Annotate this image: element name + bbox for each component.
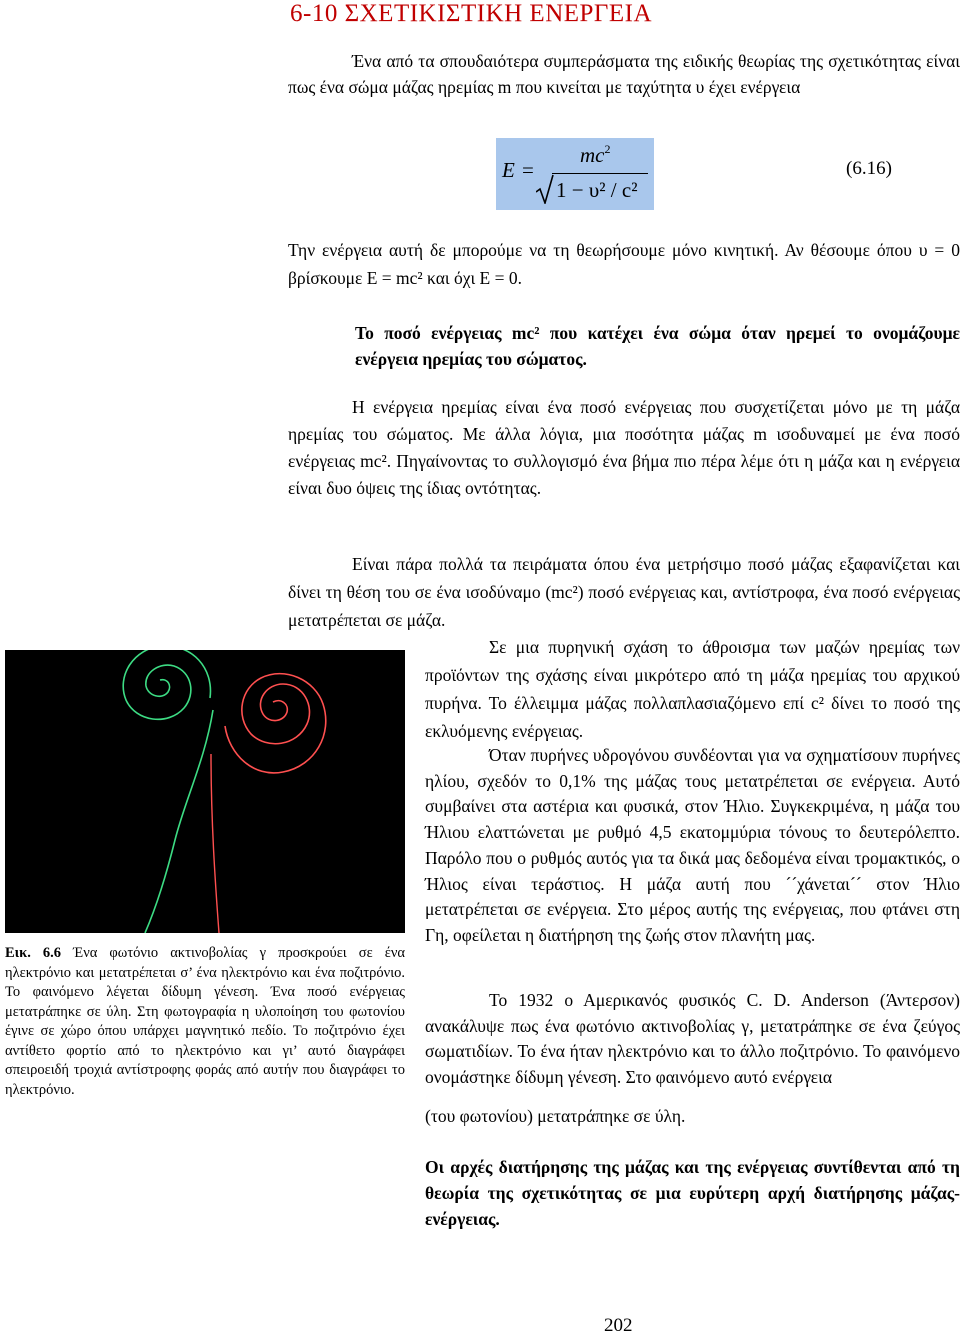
sqrt-sign-icon [536, 174, 554, 204]
figure-caption-text: Ένα φωτόνιο ακτινοβολίας γ προσκρούει σε ένα ηλεκτρόνιο και μετατρέπεται σ’ ένα ηλεκτρόνιο και ένα ποζιτρόνιο. Το φαινόμενο λέγεται δίδυμη γένεση. Ένα ποσό ενέργειας μετατράπηκε σε ύλη. Στη φωτογραφία η υλοποίηση του φωτονίου έγινε σε χώρο όπου υπάρχει μαγνητικό πεδίο. Το ποζιτρόνιο έχει αντίθετο φορτίο από το ηλεκτρόνιο και γι’ αυτό διαγράφει σπειροειδή τροχιά αντίστροφης φοράς από αυτήν που διαγράφει το ηλεκτρόνιο. [5, 945, 406, 1098]
intro-paragraph: Ένα από τα σπουδαιότερα συμπεράσματα της ειδικής θεωρίας της σχετικότητας είναι πως ένα σώμα μάζας ηρεμίας m που κινείται με ταχύτητα υ έχει ενέργεια [288, 51, 960, 97]
nuclear-paragraph: Σε μια πυρηνική σχάση το άθροισμα των μαζών ηρεμίας των προϊόντων της σχάσης είναι μικρότερο από τη μάζα ηρεμίας του αρχικού πυρήνα. Το έλλειμμα μάζας πολλαπλασιαζόμενο επί c² δίνει το ποσό της εκλυόμενης ενέργειας. [425, 637, 960, 741]
formula-equals: = [522, 158, 534, 182]
conservation-principle: Οι αρχές διατήρησης της μάζας και της ενέργειας συντίθενται από τη θεωρία της σχετικότητας σε μια ευρύτερη αρχή διατήρησης μάζας-ενέργειας. [425, 1157, 960, 1229]
page-number: 202 [604, 1315, 633, 1336]
figure-label: Εικ. 6.6 [5, 945, 62, 961]
pair-production-photo [5, 650, 405, 933]
sun-paragraph: Όταν πυρήνες υδρογόνου συνδέονται για να σχηματίσουν πυρήνες ηλίου, σχεδόν το 0,1% της μάζας τους μετατρέπεται σε ενέργεια. Αυτό συμβαίνει στα αστέρια και φυσικά, στον Ήλιο. Συγκεκριμένα, η μάζα του Ήλιου ελαττώνεται με ρυθμό 4,5 εκατομμύρια τόνους το δευτερόλεπτο. Παρόλο που ο ρυθμός αυτός για τα δικά μας δεδομένα είναι τρομακτικός, ο Ήλιος είναι τεράστιος. Η μάζα αυτή που ´´χάνεται´´ στον Ήλιο μετατρέπεται σε ενέργεια. Στο μέρος αυτής της ενέργειας, που φτάνει στη Γη, οφείλεται η διατήρηση της ζωής στον πλανήτη μας. [425, 745, 960, 945]
particle-tracks-icon [5, 650, 405, 933]
anderson-paragraph-end: (του φωτονίου) μετατράπηκε σε ύλη. [425, 1106, 686, 1126]
rest-energy-paragraph: Η ενέργεια ηρεμίας είναι ένα ποσό ενέργειας που συσχετίζεται μόνο με τη μάζα ηρεμίας του σώματος. Με άλλα λόγια, μια ποσότητα μάζας m ισοδυναμεί με ένα ποσό ενέργειας mc². Πηγαίνοντας το συλλογισμό ένα βήμα πιο πέρα λέμε ότι η μάζα και η ενέργεια είναι δυο όψεις της ίδιας οντότητας. [288, 397, 960, 498]
formula-lhs: E [502, 158, 515, 182]
anderson-paragraph: Το 1932 ο Αμερικανός φυσικός C. D. Anderson (Άντερσον) ανακάλυψε πως ένα φωτόνιο ακτινοβολίας γ, μετατράπηκε σε ένα ζεύγος σωματιδίων. Το ένα ήταν ηλεκτρόνιο και το άλλο ποζιτρόνιο. Το φαινόμενο ονομάστηκε δίδυμη γένεση. Στο φαινόμενο αυτό ενέργεια [425, 990, 960, 1088]
fraction-line [552, 173, 648, 174]
formula-numerator: $mc^2$ [580, 142, 611, 167]
section-title: 6-10 ΣΧΕΤΙΚΙΣΤΙΚΗ ΕΝΕΡΓΕΙΑ [290, 0, 653, 27]
formula-box [496, 138, 654, 210]
equation-number: (6.16) [846, 158, 892, 179]
kinetic-paragraph: Την ενέργεια αυτή δε μπορούμε να τη θεωρήσουμε μόνο κινητική. Αν θέσουμε όπου υ = 0 βρίσκουμε E = mc² και όχι E = 0. [288, 240, 960, 288]
figure-caption [5, 944, 405, 1100]
formula-denominator: 1 − υ² / c² [556, 178, 638, 202]
experiments-paragraph: Είναι πάρα πολλά τα πειράματα όπου ένα μετρήσιμο ποσό μάζας εξαφανίζεται και δίνει τη θέση του σε ένα ισοδύναμο (mc²) ποσό ενέργειας και, αντίστροφα, ένα ποσό ενέργειας μετατρέπεται σε μάζα. [288, 554, 960, 630]
rest-energy-definition: Το ποσό ενέργειας mc² που κατέχει ένα σώμα όταν ηρεμεί το ονομάζουμε ενέργεια ηρεμίας του σώματος. [355, 323, 960, 369]
